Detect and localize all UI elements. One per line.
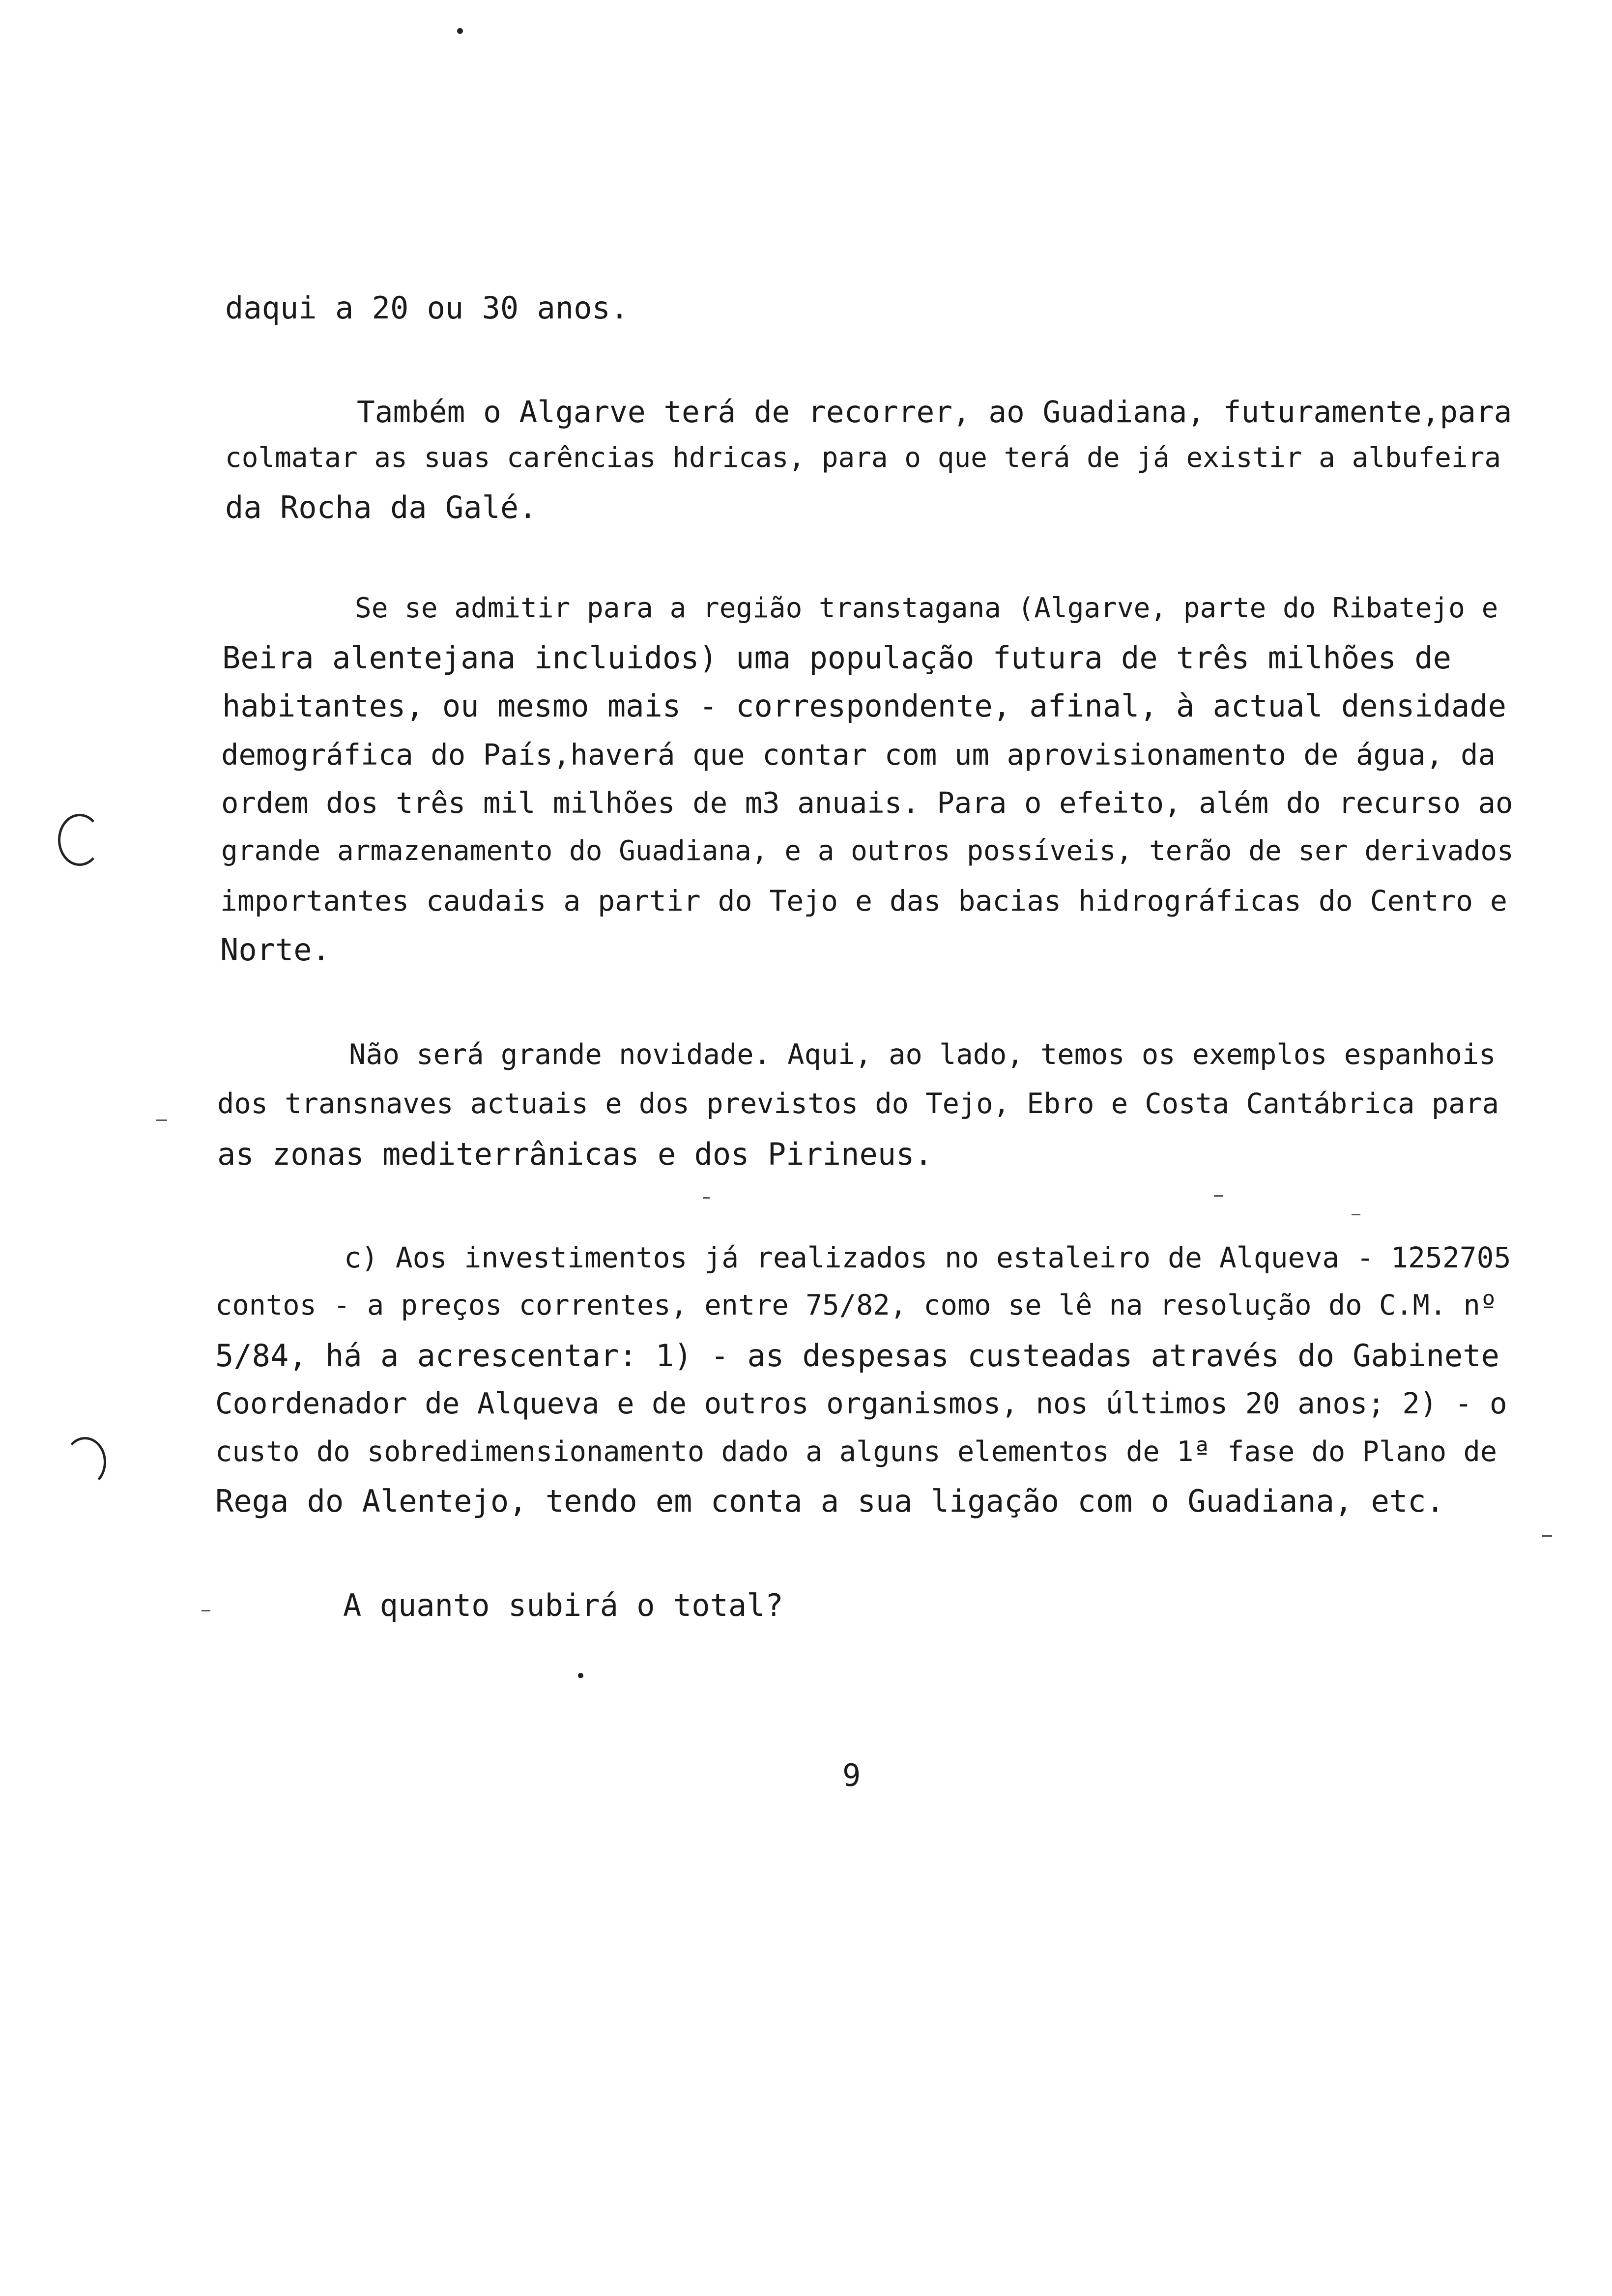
text-line: colmatar as suas carências hdricas, para o que terá de já existir a albufeira <box>225 442 1501 474</box>
text-line: Beira alentejana incluidos) uma população futura de três milhões de <box>222 640 1451 676</box>
text-line: contos - a preços correntes, entre 75/82, como se lê na resolução do C.M. nº <box>215 1289 1497 1321</box>
text-line: A quanto subirá o total? <box>343 1587 783 1623</box>
scan-speck <box>703 1197 710 1199</box>
text-line: demográfica do País,haverá que contar com um aprovisionamento de água, da <box>221 738 1496 772</box>
text-line: as zonas mediterrânicas e dos Pirineus. <box>217 1136 933 1172</box>
punch-hole-mark <box>64 1437 106 1487</box>
scan-speck <box>1542 1535 1552 1537</box>
text-line: grande armazenamento do Guadiana, e a outros possíveis, terão de ser derivados <box>221 835 1514 867</box>
text-line: habitantes, ou mesmo mais - correspondente, afinal, à actual densidade <box>222 688 1506 724</box>
text-line: c) Aos investimentos já realizados no estaleiro de Alqueva - 1252705 <box>344 1241 1511 1274</box>
text-line: custo do sobredimensionamento dado a alguns elementos de 1ª fase do Plano de <box>215 1435 1497 1468</box>
scan-speck <box>1352 1214 1360 1215</box>
punch-hole-mark <box>58 814 101 866</box>
text-line: importantes caudais a partir do Tejo e das bacias hidrográficas do Centro e <box>220 884 1507 918</box>
scan-speck <box>202 1610 210 1611</box>
text-line: ordem dos três mil milhões de m3 anuais. Para o efeito, além do recurso ao <box>221 786 1513 820</box>
text-line: Coordenador de Alqueva e de outros organismos, nos últimos 20 anos; 2) - o <box>215 1386 1507 1420</box>
text-line: 5/84, há a acrescentar: 1) - as despesas custeadas através do Gabinete <box>215 1338 1499 1374</box>
text-line: Se se admitir para a região transtagana (Algarve, parte do Ribatejo e <box>355 592 1498 624</box>
text-line: daqui a 20 ou 30 anos. <box>225 290 629 326</box>
scan-speck <box>1214 1195 1223 1197</box>
text-line: dos transnaves actuais e dos previstos do Tejo, Ebro e Costa Cantábrica para <box>217 1088 1499 1120</box>
text-line: da Rocha da Galé. <box>225 489 537 525</box>
text-line: Não será grande novidade. Aqui, ao lado, temos os exemplos espanhois <box>349 1038 1496 1071</box>
text-line: Rega do Alentejo, tendo em conta a sua ligação com o Guadiana, etc. <box>215 1483 1444 1519</box>
scan-speck <box>156 1119 167 1121</box>
text-line: Norte. <box>220 932 330 968</box>
scan-speck <box>578 1673 583 1678</box>
scan-speck <box>457 28 463 34</box>
page-number: 9 <box>842 1757 861 1793</box>
text-line: Também o Algarve terá de recorrer, ao Guadiana, futuramente,para <box>357 395 1512 430</box>
